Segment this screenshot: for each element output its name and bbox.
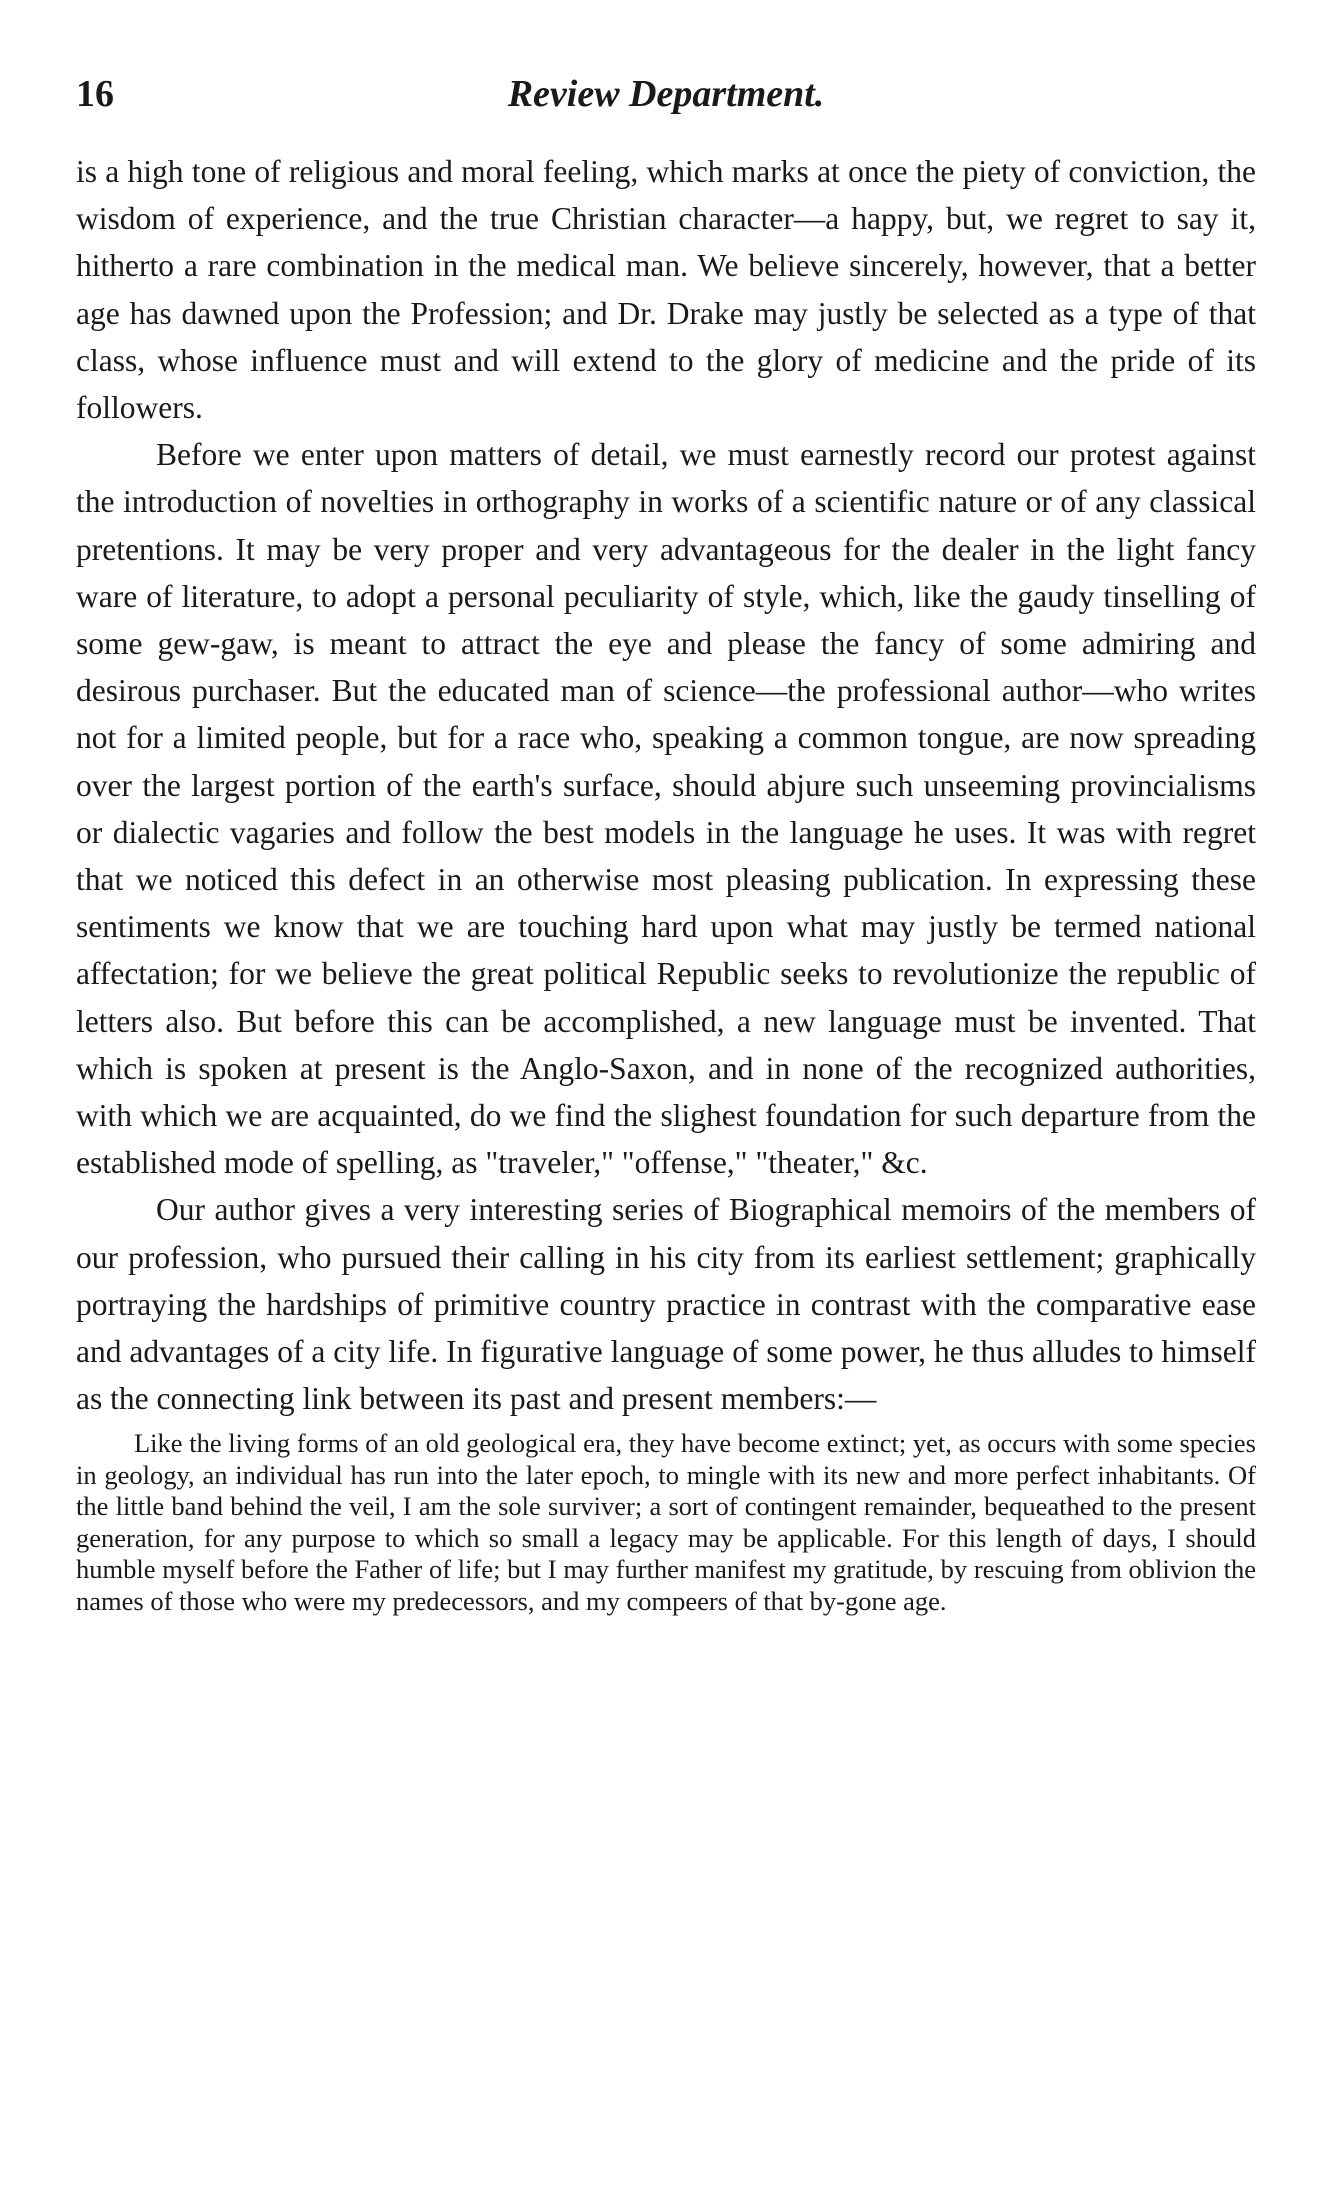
book-page xyxy=(76,72,1256,1617)
body-text xyxy=(76,148,1256,1617)
paragraph-orthography-protest: Before we enter upon matters of detail, we must earnestly record our protest against the introduction of novelties in orthography in works of a scientific nature or of any classical pretentions. It may be very proper and very advantageous for the dealer in the light fancy ware of literature, to adopt a personal peculiarity of style, which, like the gaudy tinselling of some gew-gaw, is meant to attract the eye and please the fancy of some admiring and desirous purchaser. But the educated man of science—the professional author—who writes not for a limited people, but for a race who, speaking a common tongue, are now spreading over the largest portion of the earth's surface, should abjure such unseeming provincialisms or dialectic vagaries and follow the best models in the language he uses. It was with regret that we noticed this defect in an otherwise most pleasing publication. In expressing these sentiments we know that we are touching hard upon what may justly be termed national affectation; for we believe the great political Republic seeks to revolutionize the republic of letters also. But before this can be accomplished, a new language must be invented. That which is spoken at present is the Anglo-Saxon, and in none of the recognized authorities, with which we are acquainted, do we find the slighest foundation for such departure from the established mode of spelling, as "traveler," "offense," "theater," &c. xyxy=(76,437,1256,1181)
paragraph-continued: is a high tone of religious and moral feeling, which marks at once the piety of conviction, the wisdom of experience, and the true Christian character—a happy, but, we regret to say it, hitherto a rare combination in the medical man. We believe sincerely, however, that a better age has dawned upon the Profession; and Dr. Drake may justly be selected as a type of that class, whose influence must and will extend to the glory of medicine and the pride of its followers. xyxy=(76,154,1256,426)
running-title: Review Department. xyxy=(507,73,825,115)
block-quote: Like the living forms of an old geological era, they have become extinct; yet, as occurs with some species in geology, an individual has run into the later epoch, to mingle with its new and more perfect inhabitants. Of the little band behind the veil, I am the sole surviver; a sort of contingent remainder, bequeathed to the present generation, for any purpose to which so small a legacy may be applicable. For this length of days, I should humble myself before the Father of life; but I may further manifest my gratitude, by rescuing from oblivion the names of those who were my predecessors, and my compeers of that by-gone age. xyxy=(76,1428,1256,1616)
page-number: 16 xyxy=(76,73,114,115)
paragraph-biographical-memoirs: Our author gives a very interesting series of Biographical memoirs of the members of our profession, who pursued their calling in his city from its earliest settlement; graphically portraying the hardships of primitive country practice in contrast with the comparative ease and advantages of a city life. In figurative language of some power, he thus alludes to himself as the connecting link between its past and present members:— xyxy=(76,1192,1256,1417)
running-head xyxy=(76,72,1256,132)
